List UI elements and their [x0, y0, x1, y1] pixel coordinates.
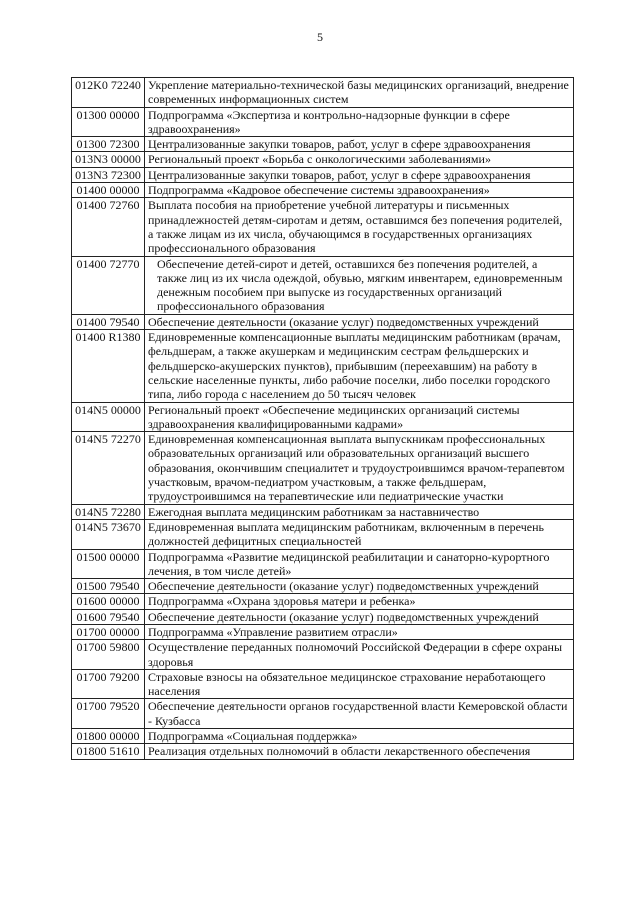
- row-code: 01800 51610: [72, 744, 145, 759]
- table-row: [72, 402, 574, 432]
- row-description: Выплата пособия на приобретение учебной литературы и письменных принадлежностей детям-сиротам и детям, оставшимся без попечения родителей, а также лицам из их числа, обучающимся в государственных организациях профессионального образования: [145, 198, 574, 256]
- table-row: [72, 699, 574, 729]
- table-row: [72, 256, 574, 314]
- row-code: 01500 00000: [72, 549, 145, 579]
- table-row: [72, 579, 574, 594]
- row-code: 014N5 72280: [72, 504, 145, 519]
- row-description: Подпрограмма «Социальная поддержка»: [145, 729, 574, 744]
- row-description: Единовременная выплата медицинским работникам, включенным в перечень должностей дефицитных специальностей: [145, 519, 574, 549]
- row-code: 013N3 72300: [72, 167, 145, 182]
- row-description: Осуществление переданных полномочий Российской Федерации в сфере охраны здоровья: [145, 640, 574, 670]
- row-description: Укрепление материально-технической базы медицинских организаций, внедрение современных информационных систем: [145, 78, 574, 108]
- row-code: 01700 00000: [72, 624, 145, 639]
- row-code: 01600 00000: [72, 594, 145, 609]
- table-row: [72, 519, 574, 549]
- row-description: Обеспечение деятельности органов государственной власти Кемеровской области - Кузбасса: [145, 699, 574, 729]
- row-description: Ежегодная выплата медицинским работникам за наставничество: [145, 504, 574, 519]
- table-row: [72, 640, 574, 670]
- row-code: 014N5 72270: [72, 432, 145, 504]
- row-code: 01400 79540: [72, 314, 145, 329]
- row-code: 01500 79540: [72, 579, 145, 594]
- row-code: 01400 R1380: [72, 330, 145, 402]
- row-description: Региональный проект «Обеспечение медицинских организаций системы здравоохранения квалифицированными кадрами»: [145, 402, 574, 432]
- row-description: Обеспечение деятельности (оказание услуг) подведомственных учреждений: [145, 609, 574, 624]
- row-code: 01700 59800: [72, 640, 145, 670]
- row-description: Подпрограмма «Кадровое обеспечение системы здравоохранения»: [145, 183, 574, 198]
- row-description: Подпрограмма «Экспертиза и контрольно-надзорные функции в сфере здравоохранения»: [145, 107, 574, 137]
- row-description: Региональный проект «Борьба с онкологическими заболеваниями»: [145, 152, 574, 167]
- table-row: [72, 78, 574, 108]
- row-code: 01400 72770: [72, 256, 145, 314]
- table-row: [72, 729, 574, 744]
- table-row: [72, 137, 574, 152]
- table-row: [72, 609, 574, 624]
- table-row: [72, 549, 574, 579]
- row-description: Обеспечение детей-сирот и детей, оставшихся без попечения родителей, а также лиц из их числа одеждой, обувью, мягким инвентарем, единовременным денежным пособием при выпуске из государственных организаций профессионального образования: [145, 256, 574, 314]
- row-code: 01700 79200: [72, 669, 145, 699]
- row-description: Подпрограмма «Охрана здоровья матери и ребенка»: [145, 594, 574, 609]
- row-description: Централизованные закупки товаров, работ, услуг в сфере здравоохранения: [145, 137, 574, 152]
- row-code: 013N3 00000: [72, 152, 145, 167]
- budget-codes-table: [71, 77, 574, 760]
- page-number: 5: [317, 30, 323, 44]
- table-row: [72, 198, 574, 256]
- table-row: [72, 183, 574, 198]
- table-row: [72, 167, 574, 182]
- row-description: Подпрограмма «Управление развитием отрасли»: [145, 624, 574, 639]
- table-row: [72, 314, 574, 329]
- row-code: 01300 00000: [72, 107, 145, 137]
- row-code: 014N5 73670: [72, 519, 145, 549]
- table-row: [72, 669, 574, 699]
- row-description: Обеспечение деятельности (оказание услуг) подведомственных учреждений: [145, 314, 574, 329]
- table-row: [72, 330, 574, 402]
- row-description: Единовременная компенсационная выплата выпускникам профессиональных образовательных организаций или образовательных организаций высшего образования, окончившим специалитет и трудоустроившимся врачом-терапевтом участковым, врачом-педиатром участковым, а также фельдшерам, трудоустроившимся на терапевтические или педиатрические участки: [145, 432, 574, 504]
- row-description: Обеспечение деятельности (оказание услуг) подведомственных учреждений: [145, 579, 574, 594]
- row-description: Реализация отдельных полномочий в области лекарственного обеспечения: [145, 744, 574, 759]
- table-row: [72, 594, 574, 609]
- row-code: 01400 00000: [72, 183, 145, 198]
- row-code: 01700 79520: [72, 699, 145, 729]
- table-row: [72, 504, 574, 519]
- row-description: Страховые взносы на обязательное медицинское страхование неработающего населения: [145, 669, 574, 699]
- row-code: 01800 00000: [72, 729, 145, 744]
- row-code: 01400 72760: [72, 198, 145, 256]
- table-row: [72, 152, 574, 167]
- table-row: [72, 624, 574, 639]
- row-description: Единовременные компенсационные выплаты медицинским работникам (врачам, фельдшерам, а также акушеркам и медицинским сестрам фельдшерских и фельдшерско-акушерских пунктов), прибывшим (переехавшим) на работу в сельские населенные пункты, либо рабочие поселки, либо поселки городского типа, либо города с населением до 50 тысяч человек: [145, 330, 574, 402]
- table-row: [72, 107, 574, 137]
- row-description: Централизованные закупки товаров, работ, услуг в сфере здравоохранения: [145, 167, 574, 182]
- row-code: 01300 72300: [72, 137, 145, 152]
- table-row: [72, 432, 574, 504]
- row-description: Подпрограмма «Развитие медицинской реабилитации и санаторно-курортного лечения, в том числе детей»: [145, 549, 574, 579]
- row-code: 012K0 72240: [72, 78, 145, 108]
- row-code: 014N5 00000: [72, 402, 145, 432]
- row-code: 01600 79540: [72, 609, 145, 624]
- table-row: [72, 744, 574, 759]
